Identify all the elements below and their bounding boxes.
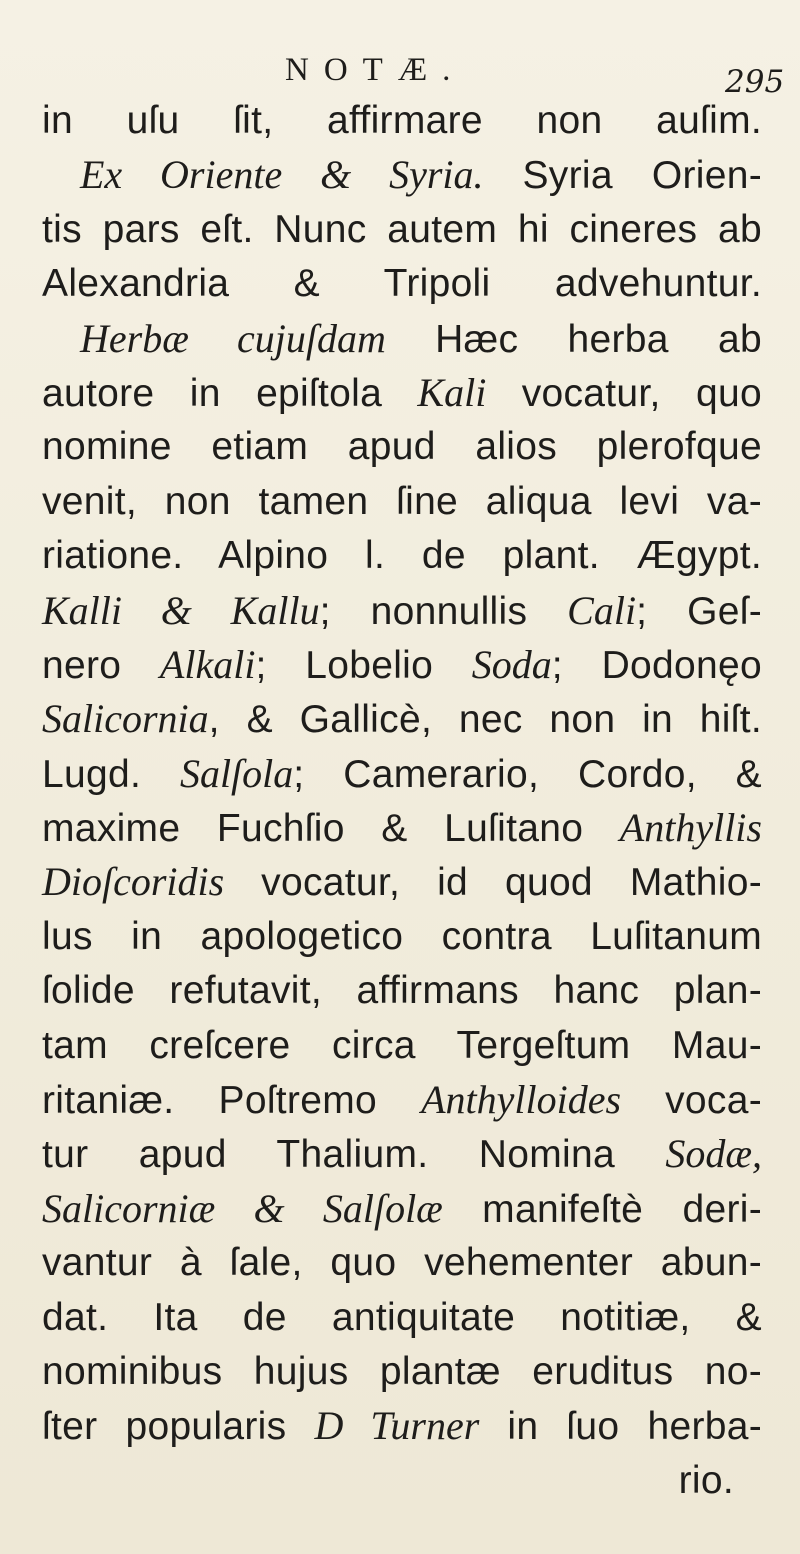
text-run: rio. <box>678 1458 734 1502</box>
text-run: vantur à ſale, quo vehementer abun- <box>42 1241 762 1285</box>
text-run: ; Dodonęo <box>551 643 762 687</box>
italic-term: Salicornia <box>42 696 209 742</box>
text-run: in ſuo herba- <box>479 1405 762 1449</box>
text-line <box>42 203 762 257</box>
text-run: dat. Ita de antiquitate notitiæ, & <box>42 1295 762 1339</box>
italic-term: D Turner <box>314 1403 480 1449</box>
text-run: vocatur, quo <box>486 371 763 415</box>
italic-term: Alkali <box>159 641 256 687</box>
italic-term: Kali <box>417 369 487 415</box>
text-run: nero <box>42 643 160 687</box>
text-run: ; Camerario, Cordo, & <box>293 752 762 796</box>
text-line <box>42 529 762 583</box>
text-run: autore in epiſtola <box>42 371 418 415</box>
text-run: vocatur, id quod Mathio- <box>224 861 762 905</box>
italic-term: Anthylloides <box>421 1077 622 1123</box>
text-run: , & Gallicè, nec non in hiſt. <box>208 698 762 742</box>
text-run: voca- <box>621 1079 762 1123</box>
text-run: nomine etiam apud alios plerofque <box>42 425 762 469</box>
page-number: 295 <box>725 64 785 100</box>
italic-term: Salſola <box>179 750 294 796</box>
italic-term: Soda <box>471 641 552 687</box>
text-run: ſolide refutavit, affirmans hanc plan- <box>42 969 762 1013</box>
text-run: maxime Fuchſio & Luſitano <box>42 807 620 851</box>
text-run: venit, non tamen ſine aliqua levi va- <box>42 479 762 523</box>
text-line <box>42 855 762 909</box>
text-line <box>42 1454 762 1508</box>
text-line <box>42 584 762 638</box>
text-line <box>42 257 762 311</box>
text-run: Hæc herba ab <box>385 317 762 361</box>
text-run: lus in apologetico contra Luſitanum <box>42 914 762 958</box>
text-line <box>42 638 762 692</box>
text-run: ; Lobelio <box>255 643 472 687</box>
text-line <box>42 1236 762 1290</box>
text-line <box>42 910 762 964</box>
text-run: tis pars eſt. Nunc autem hi cineres ab <box>42 207 762 251</box>
text-line <box>42 1291 762 1345</box>
text-line <box>42 801 762 855</box>
text-line <box>42 1399 762 1453</box>
text-line <box>42 94 762 148</box>
italic-term: Herbæ cujuſdam <box>80 315 386 361</box>
text-run: in uſu ſit, affirmare non auſim. <box>42 99 762 142</box>
text-run: nominibus hujus plantæ eruditus no- <box>42 1349 762 1393</box>
text-run: ; nonnullis <box>319 589 568 633</box>
text-run: Alexandria & Tripoli advehuntur. <box>42 262 762 306</box>
text-line <box>42 964 762 1018</box>
italic-term: Dioſcoridis <box>42 859 225 905</box>
running-title: NOTÆ. <box>285 52 466 88</box>
text-line <box>42 1073 762 1127</box>
text-line <box>42 366 762 420</box>
text-line <box>42 475 762 529</box>
text-line <box>42 747 762 801</box>
text-line <box>42 148 762 202</box>
text-run: ; Geſ- <box>636 589 762 633</box>
text-run: ritaniæ. Poſtremo <box>42 1079 422 1123</box>
text-run: riatione. Alpino l. de plant. Ægypt. <box>42 534 762 578</box>
italic-term: Salicorniæ & Salſolæ <box>42 1185 443 1231</box>
body-text <box>42 94 762 1508</box>
text-run: Syria Orien- <box>483 154 762 198</box>
italic-term: Kalli & Kallu <box>42 587 320 633</box>
text-line <box>42 1182 762 1236</box>
text-run: manifeſtè deri- <box>442 1187 762 1231</box>
text-line <box>42 1345 762 1399</box>
text-line <box>42 1019 762 1073</box>
italic-term: Sodæ, <box>665 1131 762 1177</box>
text-run: ſter popularis <box>42 1405 315 1449</box>
text-line <box>42 1127 762 1181</box>
text-line <box>42 692 762 746</box>
italic-term: Anthyllis <box>619 805 762 851</box>
italic-term: Cali <box>567 587 637 633</box>
text-line <box>42 312 762 366</box>
text-run: tam creſcere circa Tergeſtum Mau- <box>42 1023 762 1067</box>
italic-term: Ex Oriente & Syria. <box>80 152 484 198</box>
text-run: tur apud Thalium. Nomina <box>42 1133 666 1177</box>
text-run: Lugd. <box>42 752 180 796</box>
text-line <box>42 420 762 474</box>
